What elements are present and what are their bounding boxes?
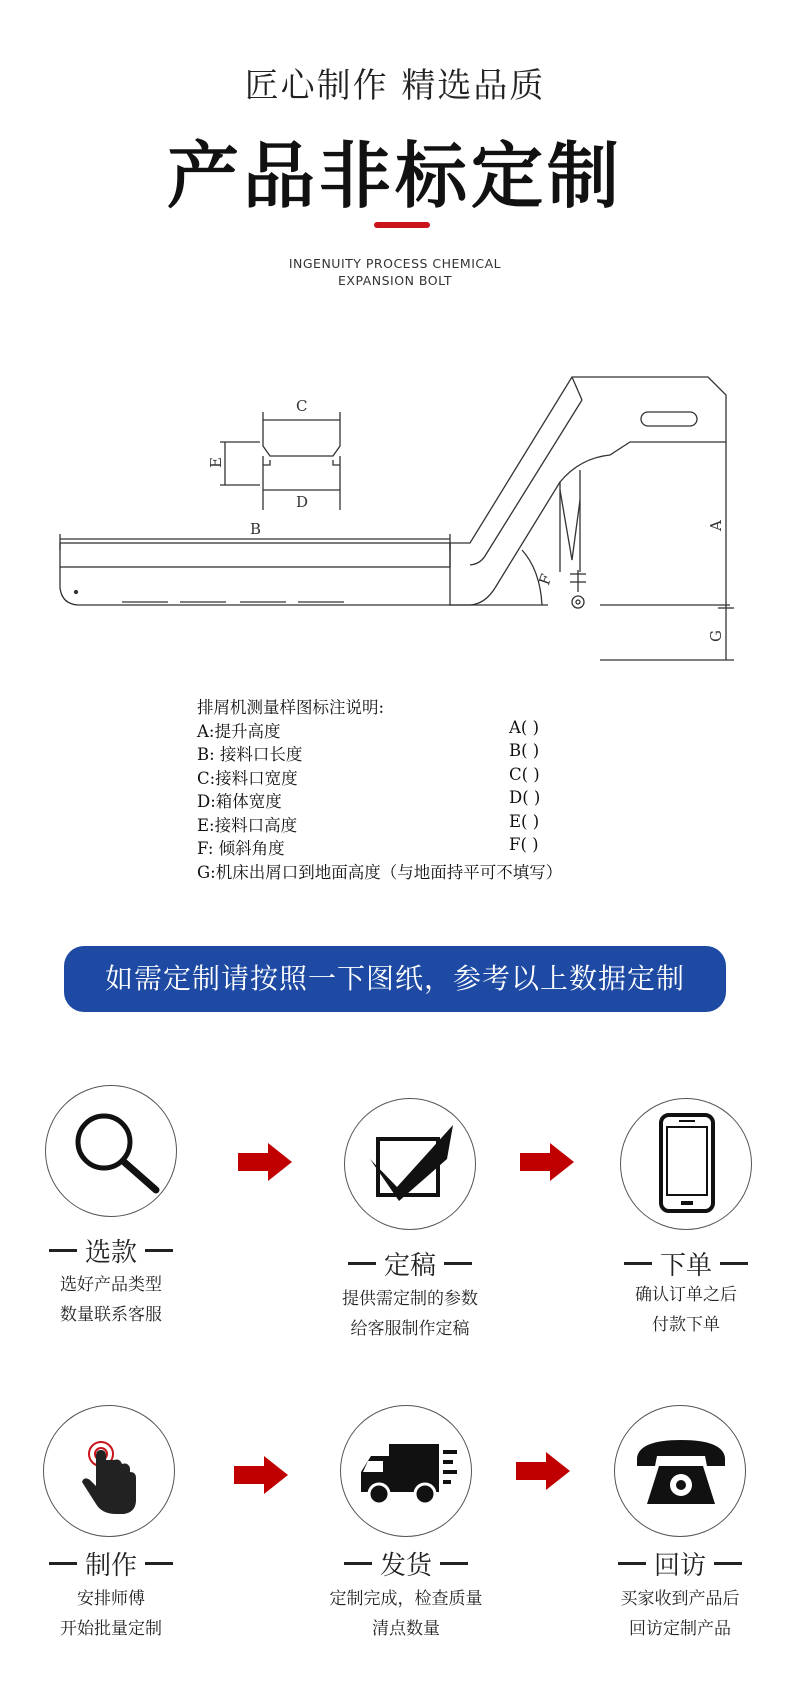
english-caption-line2: EXPANSION BOLT [338,273,452,288]
step-desc-followup: 买家收到产品后 回访定制产品 [620,1589,740,1639]
step-circle-ship [340,1405,472,1537]
legend-label: B: 接料口长度 [197,745,303,764]
english-caption-line1: INGENUITY PROCESS CHEMICAL [288,256,502,271]
step-title-order: 下单 [586,1245,786,1282]
title-divider [374,222,430,228]
label-b: B [250,520,262,538]
legend-row [197,835,617,859]
step-circle-produce [43,1405,175,1537]
truck-icon [341,1406,473,1538]
step-desc-select: 选好产品类型 数量联系客服 [60,1275,162,1325]
step-circle-select [45,1085,177,1217]
hand-touch-icon [44,1406,176,1538]
step-title-produce: 制作 [11,1545,211,1582]
step-desc-produce: 安排师傅 开始批量定制 [60,1589,162,1639]
legend-value: C( ) [509,764,540,784]
legend-row [197,859,617,883]
label-d: D [296,493,309,511]
page-title: 产品非标定制 [166,134,623,218]
legend-label: A:提升高度 [197,721,281,741]
label-e: E [207,457,225,468]
phone-icon [621,1099,753,1231]
legend-value: B( ) [509,741,540,760]
custom-notice-banner: 如需定制请按照一下图纸，参考以上数据定制 [64,946,726,1012]
step-title-finalize: 定稿 [310,1245,510,1282]
label-g: G [707,630,725,642]
legend-label: D:箱体宽度 [197,792,282,811]
step-circle-finalize [344,1098,476,1230]
legend-value: E( ) [509,811,540,831]
arrow-right-icon [234,1456,290,1494]
telephone-icon [615,1406,747,1538]
legend-heading: 排屑机测量样图标注说明: [197,698,385,717]
step-title-followup: 回访 [580,1545,780,1582]
step-title-select: 选款 [11,1232,211,1269]
step-circle-order [620,1098,752,1230]
step-circle-followup [614,1405,746,1537]
legend-label: E:接料口高度 [197,815,298,835]
legend-label: F: 倾斜角度 [197,839,285,858]
label-c: C [296,397,308,415]
legend-value: F( ) [509,835,539,854]
legend-row [197,718,617,742]
label-a: A [707,520,725,531]
step-title-ship: 发货 [306,1545,506,1582]
legend-label: G:机床出屑口到地面高度（与地面持平可不填写） [197,862,563,882]
arrow-right-icon [238,1143,294,1181]
legend-label: C:接料口宽度 [197,768,298,788]
legend-row [197,765,617,789]
legend-value: D( ) [509,788,541,807]
arrow-right-icon [520,1143,576,1181]
legend-row [197,788,617,812]
label-f: F [535,571,556,588]
step-desc-ship: 定制完成，检查质量 清点数量 [329,1589,483,1639]
legend-row [197,812,617,836]
conveyor-drawing [0,360,790,680]
legend-value: A( ) [509,717,540,737]
step-desc-finalize: 提供需定制的参数 给客服制作定稿 [342,1289,478,1339]
magnifier-icon [46,1086,178,1218]
page-subtitle: 匠心制作 精选品质 [244,66,546,106]
legend-row [197,741,617,765]
arrow-right-icon [516,1452,572,1490]
measurement-legend [197,694,617,882]
step-desc-order: 确认订单之后 付款下单 [635,1285,737,1335]
checkbox-icon [345,1099,477,1231]
